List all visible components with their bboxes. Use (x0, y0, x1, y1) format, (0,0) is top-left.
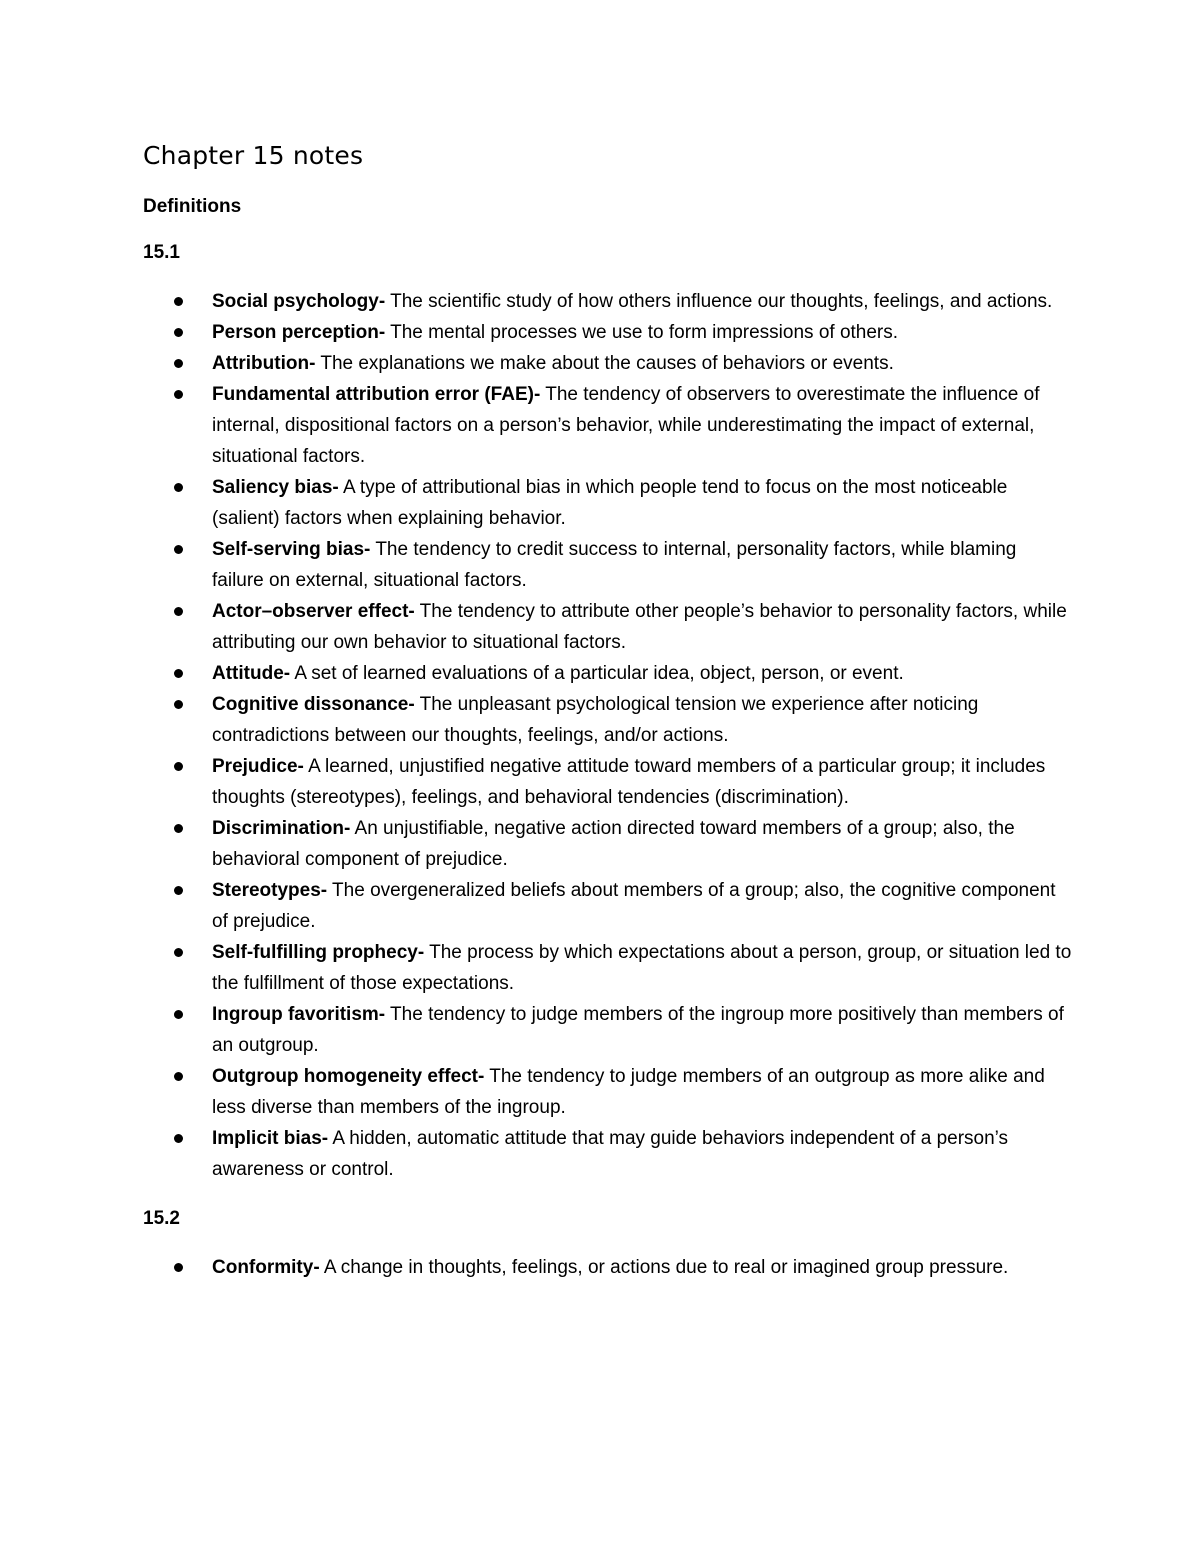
list-item (143, 1061, 1073, 1123)
bullet-icon (174, 483, 183, 492)
definition-text: The scientific study of how others influence our thoughts, feelings, and actions. (385, 291, 1053, 312)
definition-term: Prejudice- (212, 756, 304, 777)
bullet-icon (174, 948, 183, 957)
definition-text: The process by which expectations about a person, group, or situation led to the fulfillment of those expectations. (212, 942, 1072, 994)
bullet-icon (174, 1072, 183, 1081)
list-item (143, 596, 1073, 658)
definition-term: Social psychology- (212, 291, 386, 312)
bullet-icon (174, 700, 183, 709)
definition-text: The mental processes we use to form impressions of others. (385, 322, 899, 343)
document-content (143, 138, 1073, 1304)
list-item (143, 317, 1073, 348)
definition-term: Outgroup homogeneity effect- (212, 1066, 485, 1087)
bullet-icon (174, 545, 183, 554)
definition-text: A learned, unjustified negative attitude toward members of a particular group; it includes thoughts (stereotypes), feelings, and behavioral tendencies (discrimination). (212, 756, 1046, 808)
definition-text: A set of learned evaluations of a particular idea, object, person, or event. (290, 663, 904, 684)
definition-term: Self-fulfilling prophecy- (212, 942, 425, 963)
list-item (143, 472, 1073, 534)
definition-term: Actor–observer effect- (212, 601, 415, 622)
definition-text: The unpleasant psychological tension we experience after noticing contradictions between our thoughts, feelings, and/or actions. (212, 694, 979, 746)
list-item (143, 348, 1073, 379)
list-item (143, 534, 1073, 596)
definition-term: Fundamental attribution error (FAE)- (212, 384, 541, 405)
bullet-icon (174, 607, 183, 616)
section-number: 15.2 (143, 1208, 180, 1229)
bullet-icon (174, 1263, 183, 1272)
definition-text: The tendency to judge members of the ingroup more positively than members of an outgroup. (212, 1004, 1064, 1056)
list-item (143, 689, 1073, 751)
definition-text: The tendency of observers to overestimate the influence of internal, dispositional factors on a person’s behavior, while underestimating the impact of external, situational factors. (212, 384, 1040, 467)
list-item (143, 751, 1073, 813)
bullet-icon (174, 359, 183, 368)
list-item (143, 286, 1073, 317)
definition-term: Stereotypes- (212, 880, 328, 901)
list-item (143, 379, 1073, 472)
definition-text: The explanations we make about the causes of behaviors or events. (315, 353, 894, 374)
definition-term: Self-serving bias- (212, 539, 371, 560)
definition-text: The tendency to credit success to internal, personality factors, while blaming failure on external, situational factors. (212, 539, 1017, 591)
bullet-icon (174, 328, 183, 337)
list-item (143, 999, 1073, 1061)
definition-term: Cognitive dissonance- (212, 694, 415, 715)
page-title: Chapter 15 notes (143, 141, 364, 170)
definition-term: Implicit bias- (212, 1128, 329, 1149)
bullet-icon (174, 390, 183, 399)
definitions-heading: Definitions (143, 196, 242, 217)
definition-text: A change in thoughts, feelings, or actions due to real or imagined group pressure. (319, 1257, 1009, 1278)
bullet-icon (174, 669, 183, 678)
definition-list (143, 286, 1073, 1185)
list-item (143, 813, 1073, 875)
bullet-icon (174, 762, 183, 771)
definition-term: Ingroup favoritism- (212, 1004, 386, 1025)
definition-term: Person perception- (212, 322, 386, 343)
definition-text: The tendency to judge members of an outgroup as more alike and less diverse than members of the ingroup. (212, 1066, 1045, 1118)
bullet-icon (174, 1134, 183, 1143)
bullet-icon (174, 824, 183, 833)
bullet-icon (174, 886, 183, 895)
definition-term: Attitude- (212, 663, 291, 684)
list-item (143, 875, 1073, 937)
section-number: 15.1 (143, 242, 180, 263)
definition-text: The overgeneralized beliefs about members of a group; also, the cognitive component of prejudice. (212, 880, 1056, 932)
definition-term: Attribution- (212, 353, 316, 374)
definition-text: A hidden, automatic attitude that may guide behaviors independent of a person’s awareness or control. (212, 1128, 1009, 1180)
definition-text: The tendency to attribute other people’s behavior to personality factors, while attributing our own behavior to situational factors. (212, 601, 1067, 653)
definition-term: Conformity- (212, 1257, 320, 1278)
list-item (143, 658, 1073, 689)
definition-list (143, 1252, 1073, 1283)
list-item (143, 937, 1073, 999)
definition-term: Saliency bias- (212, 477, 339, 498)
definition-text: A type of attributional bias in which people tend to focus on the most noticeable (salient) factors when explaining behavior. (212, 477, 1008, 529)
bullet-icon (174, 297, 183, 306)
bullet-icon (174, 1010, 183, 1019)
list-item (143, 1252, 1073, 1283)
list-item (143, 1123, 1073, 1185)
definition-text: An unjustifiable, negative action directed toward members of a group; also, the behavioral component of prejudice. (212, 818, 1015, 870)
definition-term: Discrimination- (212, 818, 351, 839)
